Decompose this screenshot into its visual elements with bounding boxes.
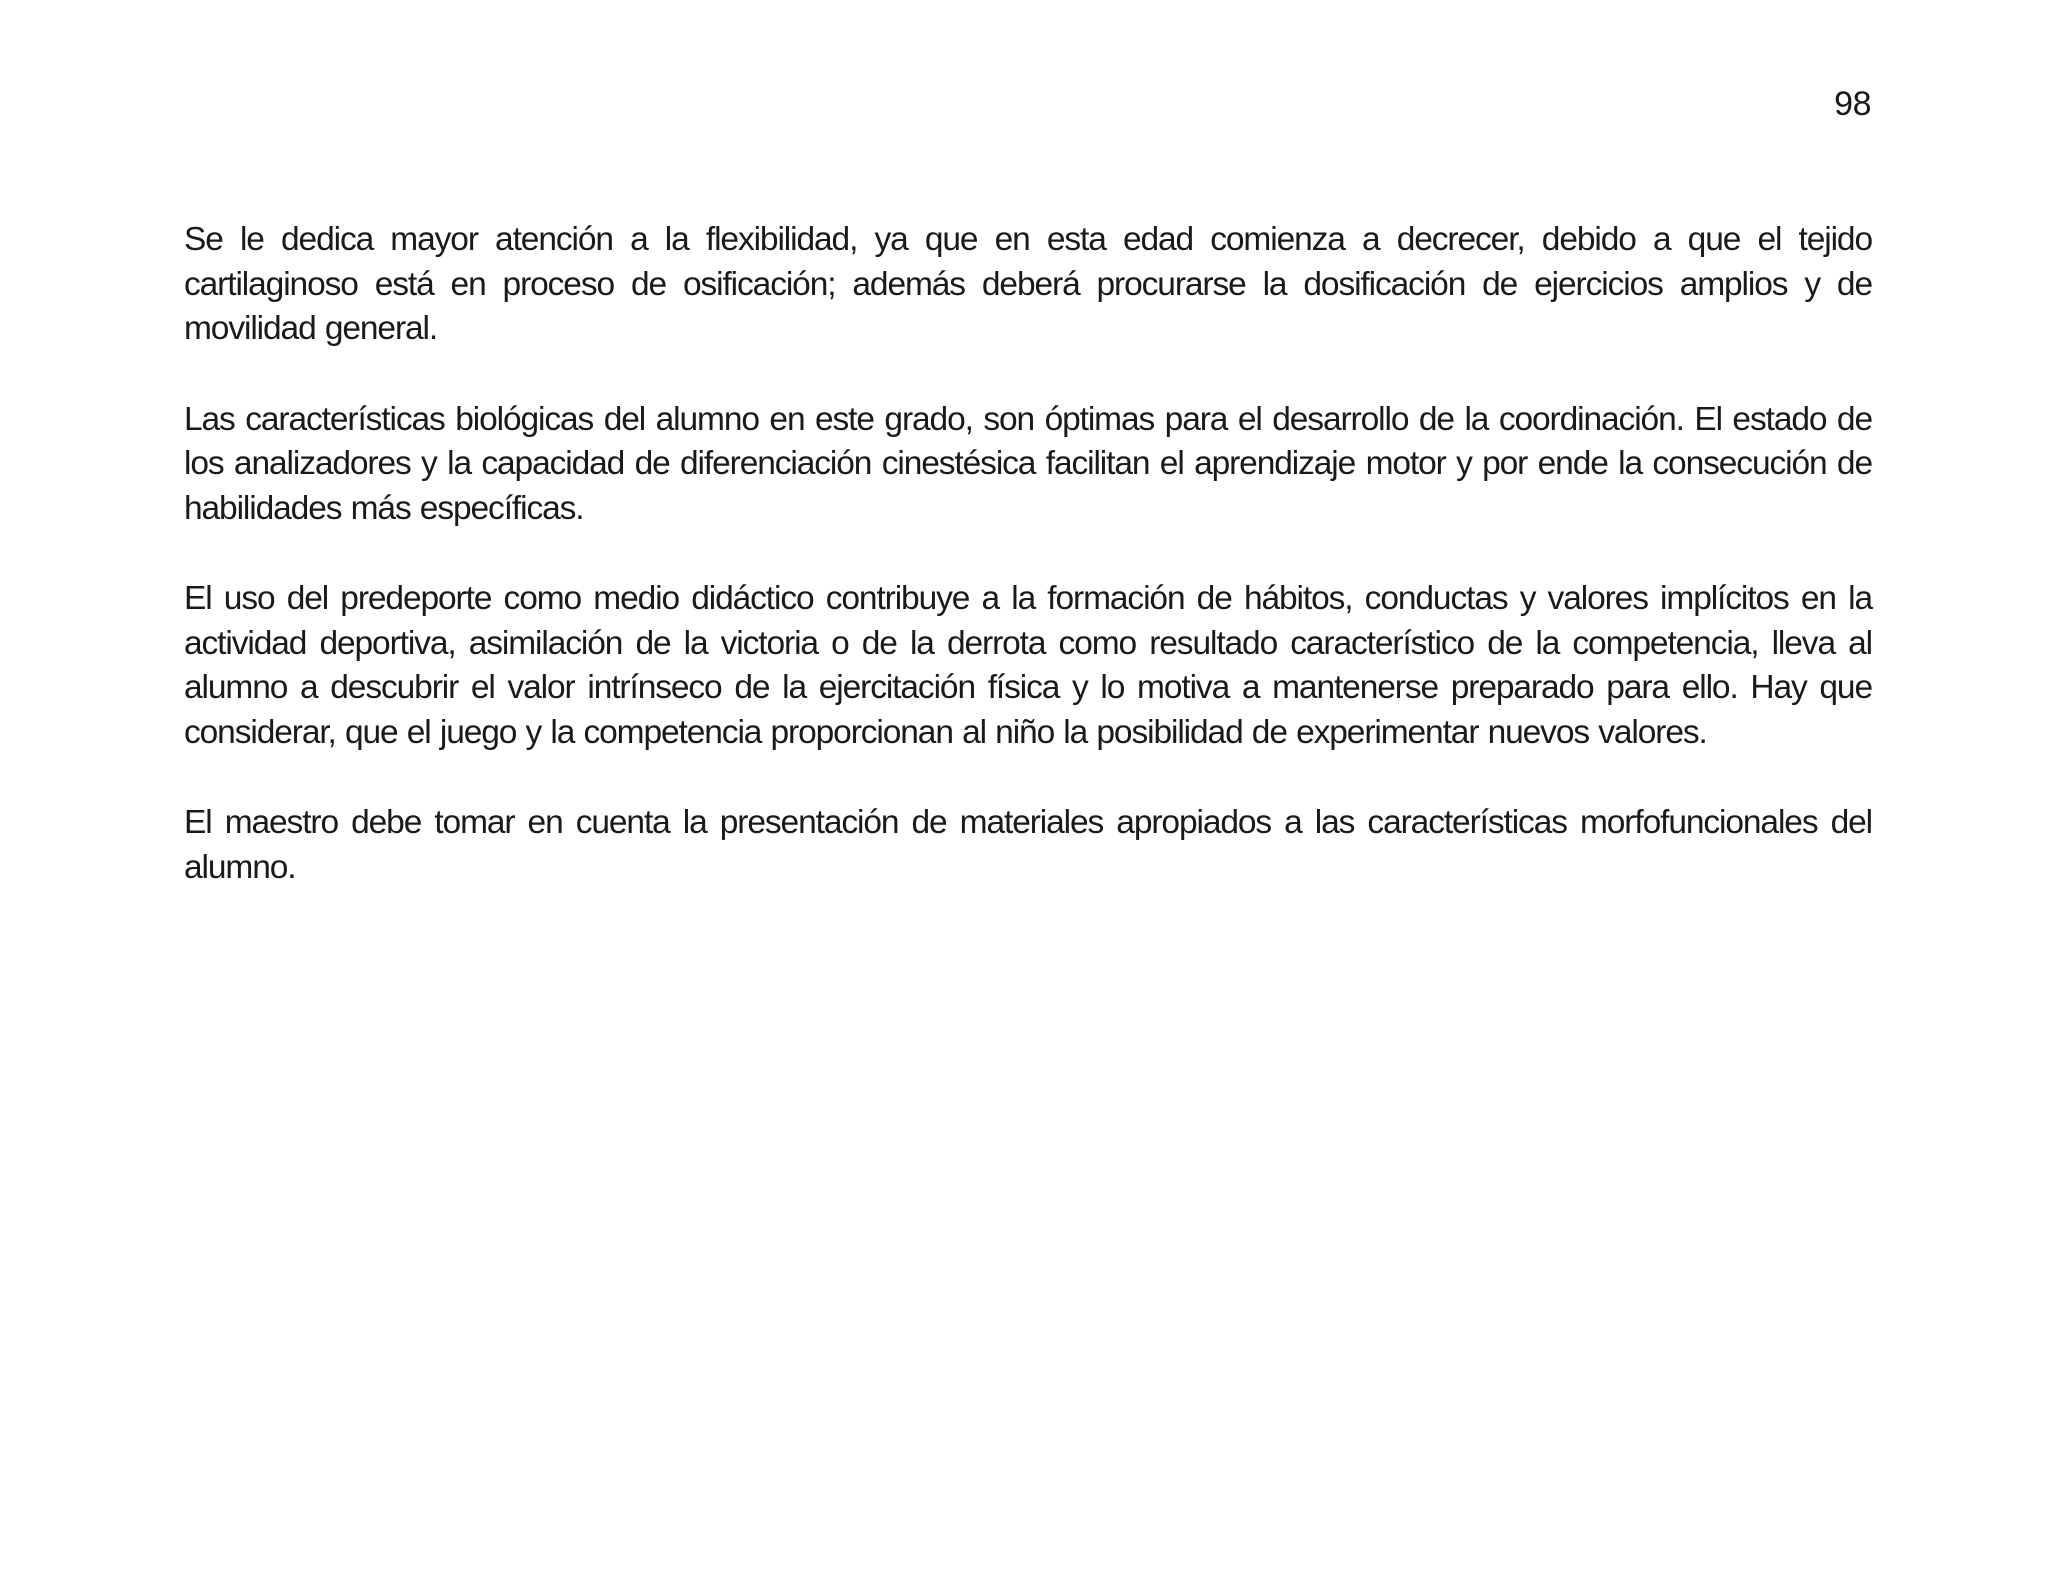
- body-text: [184, 218, 1872, 936]
- paragraph-flexibility: Se le dedica mayor atención a la flexibilidad, ya que en esta edad comienza a decrecer, debido a que el tejido cartilaginoso está en proceso de osificación; además deberá procurarse la dosificación de ejercicios amplios y de movilidad general.: [184, 221, 1872, 347]
- paragraph-materials: El maestro debe tomar en cuenta la presentación de materiales apropiados a las características morfofuncionales del alumno.: [184, 804, 1872, 886]
- page-number: 98: [1834, 85, 1871, 123]
- paragraph-predeporte: El uso del predeporte como medio didáctico contribuye a la formación de hábitos, conductas y valores implícitos en la actividad deportiva, asimilación de la victoria o de la derrota como resultado característico de la competencia, lleva al alumno a descubrir el valor intrínseco de la ejercitación física y lo motiva a mantenerse preparado para ello. Hay que considerar, que el juego y la competencia proporcionan al niño la posibilidad de experimentar nuevos valores.: [184, 580, 1872, 751]
- paragraph-coordination: Las características biológicas del alumno en este grado, son óptimas para el desarrollo de la coordinación. El estado de los analizadores y la capacidad de diferenciación cinestésica facilitan el aprendizaje motor y por ende la consecución de habilidades más específicas.: [184, 400, 1872, 527]
